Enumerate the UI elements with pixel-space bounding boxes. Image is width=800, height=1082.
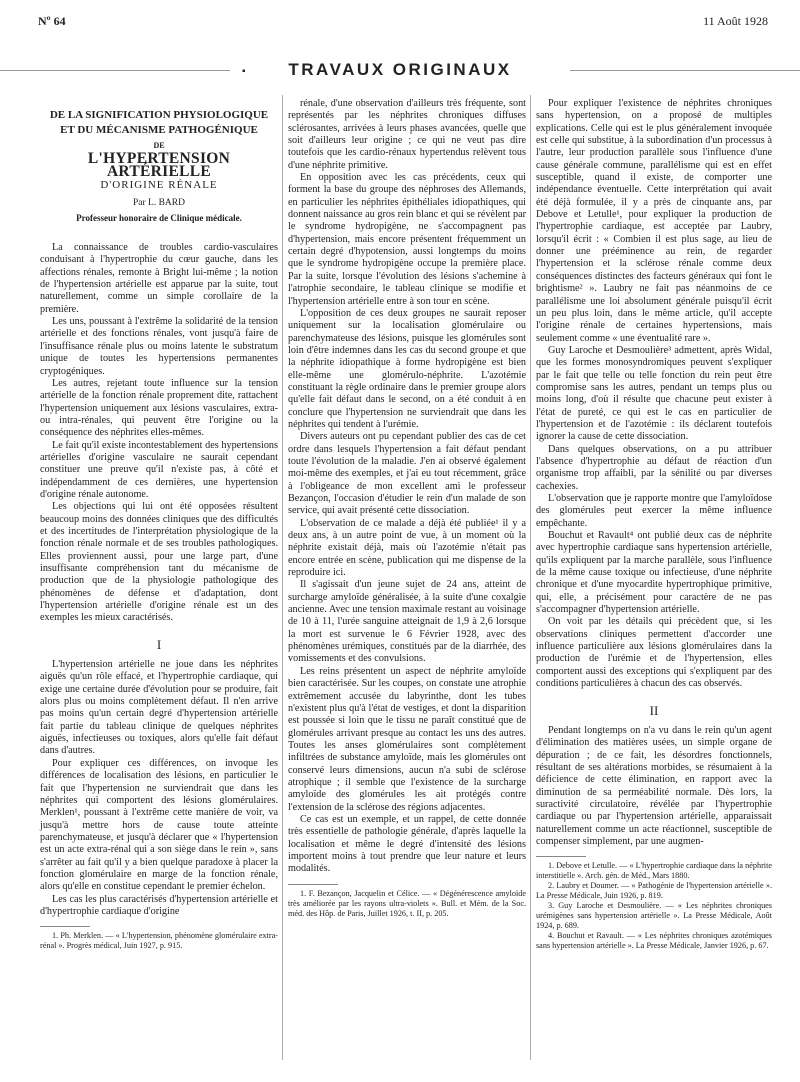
paragraph: L'opposition de ces deux groupes ne saurait reposer uniquement sur la localisation glomérulaire ou parenchymateuse des lésions, puisque les glomérules sont loin d'être indemnes dans les cas du second groupe et que la néphrite idiopathique à forme hydropigène est bien elle-même une glomérulo-néphrite. L'azotémie constituant la règle ordinaire dans le premier groupe alors qu'elle fait défaut dans le second, on a été conduit à en conclure que l'hypertension ne surviendrait que dans les néphrites qui tendent à l'urémie. [288,307,526,430]
paragraph: Pour expliquer ces différences, on invoque les différences de localisation des lésions, en particulier le fait que l'hypertension ne surviendrait que dans les néphrites qui comportent des lésions glomérulaires. Merklen¹, poussant à l'extrême cette manière de voir, va jusqu'à mettre hors de cause toute atteinte parenchymateuse, et jusqu'à déclarer que « l'hypertension est un acte extra-rénal qui a son siège dans le rein », sans s'arrêter au fait qu'il y a bien quelque paradoxe à placer la fonction glomérulaire en marge de la fonction rénale, alors qu'elle en constitue cependant le premier échelon. [40,757,278,893]
author: Par L. BARD [133,198,185,209]
column-3 [536,98,772,951]
article-title-block [40,108,278,224]
ornament-dot: ▪ [242,66,246,77]
paragraph: Les autres, rejetant toute influence sur la tension artérielle de la fonction rénale proprement dite, rattachent l'hypertension uniquement aux lésions vasculaires, extra- ou intra-rénales, qui peuvent être l'origine ou la conséquence des néphrites elles-mêmes. [40,377,278,439]
paragraph: rénale, d'une observation d'ailleurs très fréquente, sont représentés par les néphrites chroniques diffuses sclérosantes, arrivées à leurs phases avancées, quelle que soit d'ailleurs leur origine ; ce qui ne veut pas dire toutefois que les cardio-rénaux hypertendus relèvent tous d'une néphrite primitive. [288,98,526,171]
paragraph: La connaissance de troubles cardio-vasculaires conduisant à l'hypertrophie du cœur gauche, dans les affections rénales, remonte à Bright lui-même ; la notion de l'hypertension artérielle est apparue par la suite, tout naturellement, comme un simple corollaire de la première. [40,242,278,315]
issue-date: 11 Août 1928 [703,14,768,28]
title-de: DE [153,141,165,150]
column-divider [282,95,283,1060]
column-2-body [288,98,526,876]
footnote: 3. Guy Laroche et Desmoulière. — « Les néphrites chroniques urémigènes sans hypertension artérielle ». La Presse Médicale, Août 1924, p. 689. [536,901,772,931]
footnote: 1. F. Bezançon, Jacquelin et Célice. — « Dégénérescence amyloïde très améliorée par les rayons ultra-violets ». Bull. et Mém. de la Soc. méd. des Hôp. de Paris, Juillet 1926, t. II, p. 205. [288,888,526,918]
column-2 [288,98,526,919]
column-1-body [40,242,278,625]
issue-number: Nº 64 [38,14,66,28]
paragraph: L'hypertension artérielle ne joue dans les néphrites aiguës qu'un rôle effacé, et l'hypertrophie cardiaque, qui exige une certaine durée d'évolution pour se produire, fait alors plus ou moins complètement défaut. Il n'en arrive pas moins qu'un certain degré d'hypertension artérielle fait partie du tableau clinique de quelques néphrites aiguës, infectieuses ou toxiques, alors qu'elle fait défaut dans d'autres. [40,659,278,757]
article-subtitle: D'ORIGINE RÉNALE [100,179,218,192]
footnote-rule [288,884,338,885]
paragraph: Divers auteurs ont pu cependant publier des cas de cet ordre dans lesquels l'hypertension a fait défaut pendant toute l'évolution de la maladie. J'en ai observé également moi-même des exemples, et j'ai eu tout récemment, grâce à l'obligeance de mon excellent ami le professeur Bezançon, l'occasion d'étudier le rein d'un malade de son service, qui avait présenté cette dissociation. [288,431,526,517]
section-heading: II [649,702,659,718]
footnote: 1. Ph. Merklen. — « L'hypertension, phénomène glomérulaire extra-rénal ». Progrès médical, Juin 1927, p. 915. [40,931,278,951]
paragraph: Pour expliquer l'existence de néphrites chroniques sans hypertension, on a proposé de multiples explications. Celle qui est le plus généralement invoquée est celle qui substitue, à la subordination d'un processus à l'autre, leur production parallèle sous l'influence d'une cause générale commune, parallélisme qui est en effet susceptible, quand il existe, de comporter une indépendance éventuelle. Cette interprétation qui avait été déjà formulée, il y a près de cinquante ans, par Debove et Letulle¹, pour expliquer la production de l'hypertrophie cardiaque, est acceptée par Laubry, lorsqu'il écrit : « Combien il est plus sage, au lieu de donner une prééminence au rein, de regarder l'hypertension et la sclérose rénale comme deux conséquences distinctes des facteurs généraux qui font le brightisme² ». Laubry ne fait pas néanmoins de ce parallélisme une loi absolument générale puisqu'il écrit un peu plus loin, dans le même article, qu'il accepte l'origine rénale de certaines hypertensions, mais seulement comme « une éventualité rare ». [536,98,772,344]
paragraph: On voit par les détails qui précèdent que, si les observations cliniques permettent d'accorder une influence particulière aux lésions glomérulaires dans la production de l'urémie et de l'hypertension, elles comportent aussi des exceptions qui s'expliquent par des conditions particulières à chacun des cas observés. [536,616,772,690]
title-line: ET DU MÉCANISME PATHOGÉNIQUE [60,124,258,136]
column-3-body [536,98,772,691]
column-3-body-2 [536,725,772,848]
paragraph: Il s'agissait d'un jeune sujet de 24 ans, atteint de surcharge amyloïde généralisée, à la suite d'une coxalgie ancienne. Avec une tension maximale restant au voisinage de 10 à 11, l'urée sanguine atteignait de 1,9 à 2,6 lorsque la mort est survenue le 6 Février 1928, avec des phénomènes urémiques, constitués par de la diarrhée, des vomissements et des convulsions. [288,579,526,665]
footnote-rule [536,856,586,857]
paragraph: Guy Laroche et Desmoulière³ admettent, après Widal, que les formes monosyndromiques peuvent s'expliquer par le fait que telle ou telle fonction du rein peut être compromise sans les autres, pendant un temps plus ou moins long, d'où il résulte que chacune peut exister à l'état de pureté, ce qui est le cas en particulier de l'hypertension et de l'azotémie : ils déclarent toutefois ignorer la cause de cette dissociation. [536,344,772,443]
paragraph: En opposition avec les cas précédents, ceux qui forment la base du groupe des néphroses des Allemands, en particulier les néphrites épithéliales idiopathiques, qui donnent naissance au gros rein blanc et qui se révèlent par le syndrome hydropigène, ne s'accompagnent pas d'hypertension, mais encore présentent fréquemment un certain degré d'hypotension, aussi longtemps du moins que le syndrome hydropigène occupe la première place. Par la suite, lorsque l'évolution des lésions s'achemine à l'atrophie secondaire, le tableau clinique se modifie et l'hypertension artérielle entre à son tour en scène. [288,172,526,307]
paragraph: Bouchut et Ravault⁴ ont publié deux cas de néphrite avec hypertrophie cardiaque sans hypertension artérielle, qu'ils expliquent par la marche parallèle, sous l'influence de la même cause toxique ou infectieuse, d'une néphrite chronique et d'une myocardite hypertrophique primitive, qui, elle, a précisément pour caractère de ne pas s'accompagner d'hypertension artérielle. [536,530,772,616]
footnote-rule [40,926,90,927]
author-role: Professeur honoraire de Clinique médicale. [76,212,242,223]
paragraph: Pendant longtemps on n'a vu dans le rein qu'un agent d'élimination des matières usées, un simple organe de dépuration ; de ce fait, les désordres fonctionnels, résultant de ses altérations morbides, se résumaient à la déficience de cette élimination, en rapport avec la diminution de sa perméabilité normale. Dès lors, la suractivité circulatoire, révélée par l'hypertrophie cardiaque ou par l'hypertension artérielle, apparaissait naturellement comme un acte réactionnel, susceptible de compenser simplement, par une augmen- [536,724,772,847]
column-1 [40,92,278,951]
paragraph: Les reins présentent un aspect de néphrite amyloïde bien caractérisée. Sur les coupes, on constate une atrophie extrêmement accusée du labyrinthe, dont les tubes n'existent plus qu'à l'état de vestiges, et dont la disparition est poussée si loin que le tissu ne paraît constitué que de glomérules arrivant presque au contact les uns des autres. Toutes les anses glomérulaires sont complètement infiltrées de substance amyloïde, mais les glomérules ont conservé leurs dimensions, aucun n'a subi de sclérose atrophique ; il semble que l'existence de la surcharge amyloïde des glomérules les ait protégés contre l'extension de la sclérose des régions adjacentes. [288,665,526,813]
section-heading: I [156,636,162,652]
paragraph: L'observation que je rapporte montre que l'amyloïdose des glomérules peut exercer la même influence empêchante. [536,493,772,529]
paragraph: Les objections qui lui ont été opposées résultent beaucoup moins des données cliniques que des difficultés et des incertitudes de l'interprétation physiologique de la fonction rénale normale et de ses troubles pathologiques. Elles proviennent aussi, pour une large part, d'une insuffisante compréhension tant du mécanisme de production que de la physiologie pathologique des phénomènes de défense et d'adaptation, dont l'hypertension artérielle d'origine rénale est un des exemples les mieux caractérisés. [40,501,278,624]
paragraph: Les uns, poussant à l'extrême la solidarité de la tension artérielle et des fonctions rénales, vont jusqu'à faire de l'insuffisance rénale plus ou moins latente le substratum unique de toutes les hypertensions permanentes cryptogéniques. [40,316,278,377]
paragraph: Le fait qu'il existe incontestablement des hypertensions artérielles d'origine vasculaire ne saurait cependant constituer une preuve qu'il n'existe pas, à côté et indépendamment de ces dernières, une hypertension d'origine rénale autonome. [40,439,278,500]
paragraph: Ce cas est un exemple, et un rappel, de cette donnée très essentielle de pathologie générale, d'après laquelle la localisation et même le degré d'intensité des lésions importent moins à tout prendre que leur nature et leurs modalités. [288,813,526,875]
paragraph: Les cas les plus caractérisés d'hypertension artérielle et d'hypertrophie cardiaque d'origine [40,893,278,917]
footnote: 1. Debove et Letulle. — « L'hypertrophie cardiaque dans la néphrite interstitielle ». Arch. gén. de Méd., Mars 1880. [536,861,772,881]
column-divider [530,95,531,1060]
paragraph: L'observation de ce malade a déjà été publiée¹ il y a deux ans, à un autre point de vue, à un moment où la néphrite existait déjà, mais où l'azotémie n'était pas encore entrée en scène, publication qui me dispense de la reproduire ici. [288,517,526,579]
column-1-body-2 [40,659,278,918]
footnotes [536,861,772,951]
section-rubric: TRAVAUX ORIGINAUX [0,60,800,80]
footnote: 2. Laubry et Doumer. — « Pathogénie de l'hypertension artérielle ». La Presse Médicale, Juin 1926, p. 819. [536,881,772,901]
article-title: L'HYPERTENSION ARTÉRIELLE [87,150,231,180]
title-line: DE LA SIGNIFICATION PHYSIOLOGIQUE [49,109,269,121]
footnote: 4. Bouchut et Ravault. — « Les néphrites chroniques azotémiques sans hypertension artérielle ». La Presse Médicale, Janvier 1926, p. 67. [536,931,772,951]
paragraph: Dans quelques observations, on a pu attribuer l'absence d'hypertrophie au défaut de réaction d'un organisme trop affaibli, par la sénilité ou par diverses cachexies. [536,443,772,492]
